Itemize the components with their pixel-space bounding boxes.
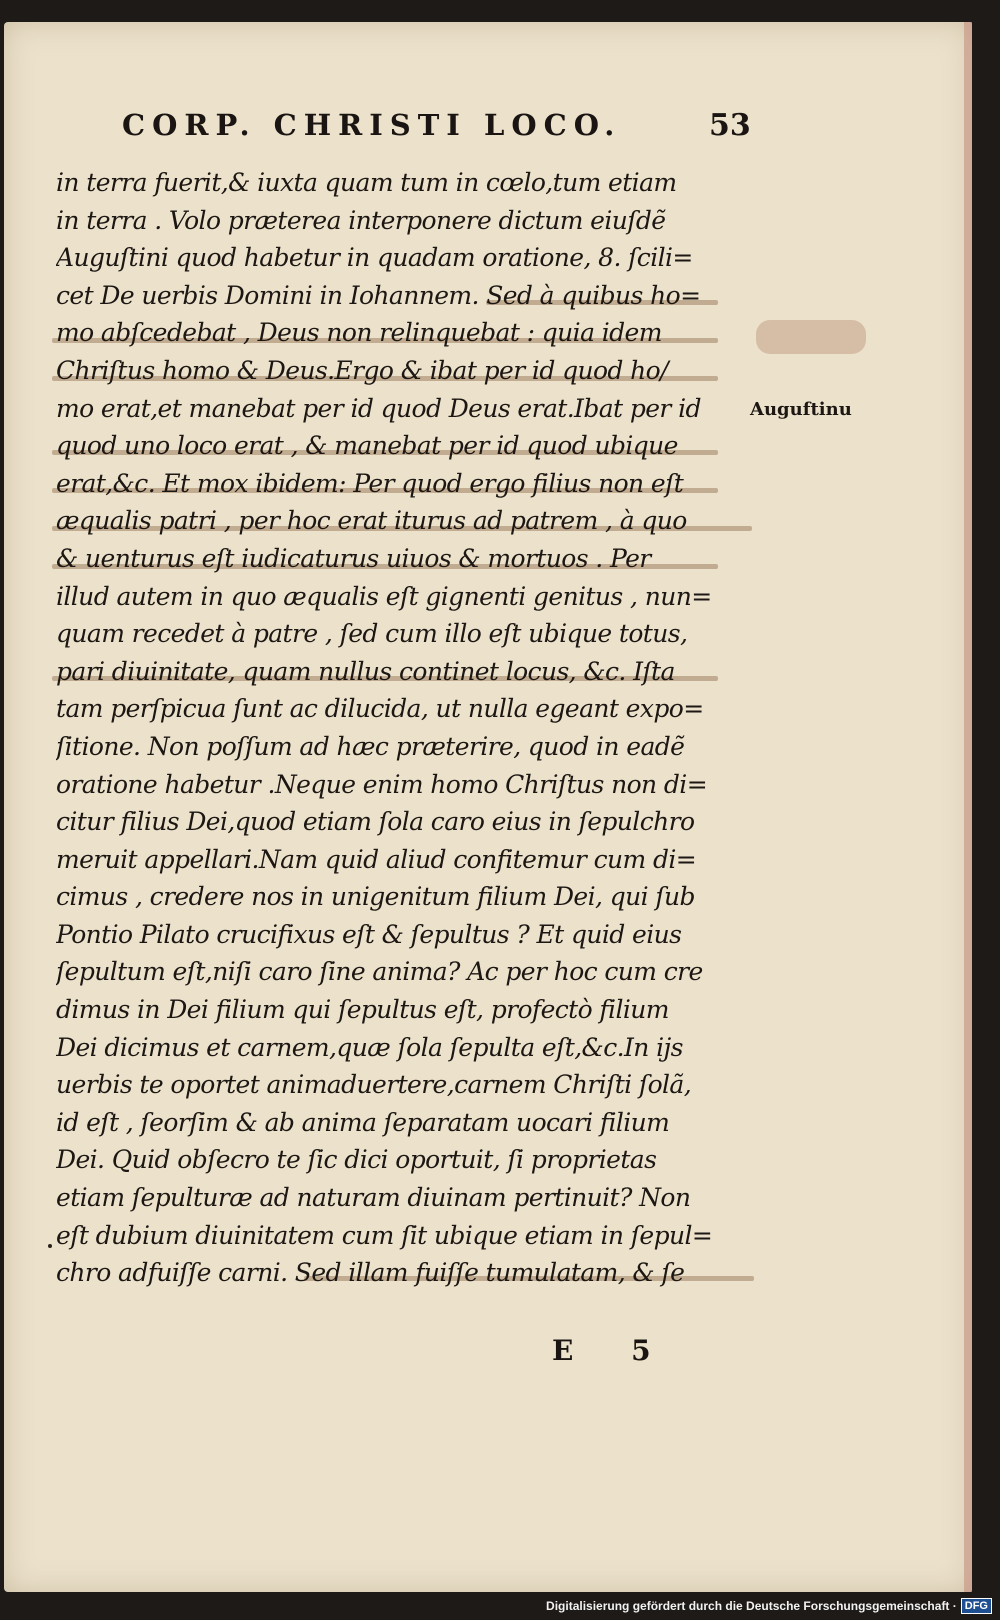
body-text	[56, 164, 756, 1292]
text-line: dimus in Dei filium qui ſepultus eſt, profectò filium	[56, 995, 669, 1025]
stray-ink-dot	[48, 1244, 52, 1248]
text-line: Dei. Quid obſecro te ſic dici oportuit, ſi proprietas	[56, 1145, 657, 1175]
text-line: uerbis te oportet animaduertere,carnem Chriſti ſolã,	[56, 1070, 692, 1100]
text-line: cimus , credere nos in unigenitum filium Dei, qui ſub	[56, 882, 695, 912]
text-line: meruit appellari.Nam quid aliud confitemur cum di=	[56, 844, 697, 874]
text-line: id eſt , ſeorſim & ab anima ſeparatam uocari filium	[56, 1107, 670, 1137]
page-edge	[964, 22, 972, 1592]
text-line: Dei dicimus et carnem,quæ ſola ſepulta eſt,&c.In ijs	[56, 1032, 683, 1062]
dfg-logo: DFG	[961, 1598, 992, 1614]
page-number: 53	[709, 108, 751, 143]
text-line: erat,&c. Et mox ibidem: Per quod ergo filius non eſt	[56, 468, 684, 498]
credit-text: Digitalisierung gefördert durch die Deutsche Forschungsgemeinschaft ·	[546, 1599, 957, 1613]
margin-note: Auguftinu	[750, 399, 852, 420]
text-line: ſepultum eſt,niſi caro ſine anima? Ac per hoc cum cre	[56, 957, 703, 987]
text-line: tam perſpicua ſunt ac dilucida, ut nulla egeant expo=	[56, 694, 704, 724]
text-line: mo erat,et manebat per id quod Deus erat.Ibat per id	[56, 393, 701, 423]
text-line: quod uno loco erat , & manebat per id quod ubique	[56, 431, 678, 461]
text-line: chro adfuiſſe carni. Sed illam fuiſſe tumulatam, & ſe	[56, 1258, 685, 1288]
text-line: & uenturus eſt iudicaturus uiuos & mortuos . Per	[56, 543, 651, 573]
text-line: in terra . Volo præterea interponere dictum eiuſdẽ	[56, 205, 666, 235]
running-head: CORP. CHRISTI LOCO.	[122, 108, 622, 142]
text-line: illud autem in quo æqualis eſt gignenti genitus , nun=	[56, 581, 712, 611]
text-line: quam recedet à patre , ſed cum illo eſt ubique totus,	[56, 619, 688, 649]
text-line: in terra fuerit,& iuxta quam tum in cœlo,tum etiam	[56, 168, 677, 197]
text-line: ſitione. Non poſſum ad hæc præterire, quod in eadẽ	[56, 731, 685, 761]
text-line: Pontio Pilato crucifixus eſt & ſepultus ? Et quid eius	[56, 919, 682, 949]
text-line: Auguſtini quod habetur in quadam oratione, 8. ſcili=	[56, 243, 693, 273]
page-sheet	[4, 22, 972, 1592]
signature-mark: E 5	[552, 1334, 675, 1367]
text-line: pari diuinitate, quam nullus continet locus, &c. Iſta	[56, 656, 675, 686]
text-line: citur filius Dei,quod etiam ſola caro eius in ſepulchro	[56, 807, 695, 837]
ink-smudge	[756, 320, 866, 354]
text-line: Chriſtus homo & Deus.Ergo & ibat per id quod ho/	[56, 355, 668, 385]
text-line: æqualis patri , per hoc erat iturus ad patrem , à quo	[56, 506, 687, 536]
text-line: etiam ſepulturæ ad naturam diuinam pertinuit? Non	[56, 1183, 691, 1213]
text-line: mo abſcedebat , Deus non relinquebat : quia idem	[56, 318, 662, 348]
text-line: cet De uerbis Domini in Iohannem. Sed à quibus ho=	[56, 280, 701, 310]
digitization-credit	[546, 1596, 992, 1616]
text-line: oratione habetur .Neque enim homo Chriſtus non di=	[56, 769, 708, 799]
text-line: eſt dubium diuinitatem cum ſit ubique etiam in ſepul=	[56, 1220, 713, 1250]
